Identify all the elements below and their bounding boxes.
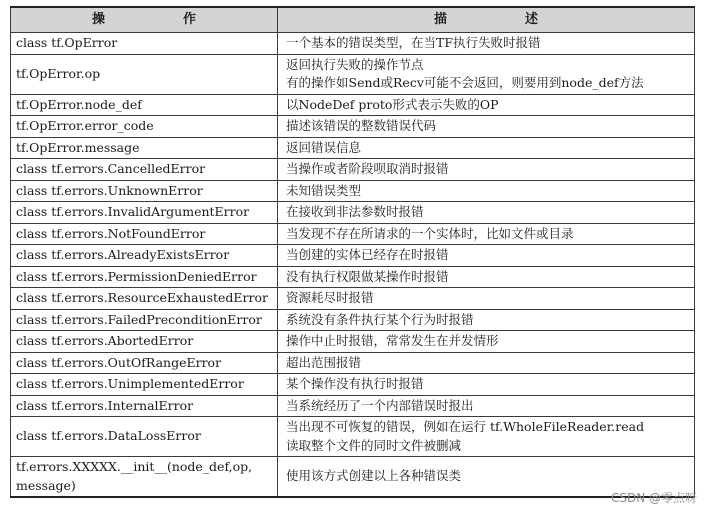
operation-cell <box>11 54 278 94</box>
operation-text: class tf.errors.UnimplementedError <box>16 376 244 391</box>
operation-text: class tf.errors.PermissionDeniedError <box>16 268 257 284</box>
operation-text: tf.OpError.op <box>16 65 101 81</box>
header-operation: 操 作 <box>11 7 278 33</box>
operation-cell <box>11 266 278 288</box>
operation-cell <box>11 352 278 374</box>
description-cell <box>278 331 695 353</box>
operation-cell <box>11 223 278 245</box>
header-description: 描 述 <box>278 7 695 33</box>
operation-text: class tf.errors.InvalidArgumentError <box>16 204 250 219</box>
table-row <box>11 266 695 288</box>
operation-text: class tf.OpError <box>16 35 118 50</box>
description-cell <box>278 352 695 374</box>
description-cell <box>278 266 695 288</box>
description-text: 有的操作如Send或Recv可能不会返回，则要用到node_def方法 <box>286 75 644 90</box>
operation-text: tf.OpError.message <box>16 139 140 155</box>
description-text: 当操作或者阶段呗取消时报错 <box>286 161 449 176</box>
table-row <box>11 417 695 457</box>
description-cell <box>278 54 695 94</box>
operation-text: tf.OpError.error_code <box>16 118 154 133</box>
table-body <box>11 33 695 498</box>
operation-cell <box>11 94 278 116</box>
operation-cell <box>11 331 278 353</box>
table-row <box>11 309 695 331</box>
operation-text: class tf.errors.CancelledError <box>16 161 206 176</box>
description-text: 返回执行失败的操作节点 <box>286 56 424 72</box>
description-cell <box>278 180 695 202</box>
description-text: 以NodeDef proto形式表示失败的OP <box>286 96 499 112</box>
description-text: 读取整个文件的同时文件被删减 <box>286 437 462 453</box>
table-row <box>11 245 695 267</box>
operation-text: class tf.errors.FailedPreconditionError <box>16 311 262 327</box>
table-row <box>11 116 695 138</box>
operation-text: class tf.errors.NotFoundError <box>16 225 206 241</box>
table-row <box>11 288 695 310</box>
operation-cell <box>11 202 278 224</box>
table-row <box>11 457 695 498</box>
description-text: 当系统经历了一个内部错误时报出 <box>286 397 474 413</box>
description-text: 超出范围报错 <box>286 354 362 370</box>
description-text: 当发现不存在所请求的一个实体时，比如文件或目录 <box>286 225 574 241</box>
description-text: 描述该错误的整数错误代码 <box>286 118 437 133</box>
table-row <box>11 33 695 55</box>
table-row <box>11 94 695 116</box>
errors-table <box>10 6 695 498</box>
operation-text: tf.OpError.node_def <box>16 96 142 112</box>
operation-cell <box>11 159 278 181</box>
operation-text: class tf.errors.AbortedError <box>16 333 194 348</box>
description-cell <box>278 116 695 138</box>
description-cell <box>278 137 695 159</box>
description-cell <box>278 223 695 245</box>
operation-cell <box>11 245 278 267</box>
description-text: 未知错误类型 <box>286 182 362 198</box>
description-cell <box>278 417 695 457</box>
description-cell <box>278 202 695 224</box>
operation-text: class tf.errors.OutOfRangeError <box>16 354 222 370</box>
description-cell <box>278 395 695 417</box>
table-row <box>11 223 695 245</box>
operation-text: class tf.errors.DataLossError <box>16 428 201 444</box>
watermark: CSDN @零点呀 <box>610 491 697 505</box>
operation-text: class tf.errors.ResourceExhaustedError <box>16 290 268 305</box>
header-row <box>11 7 695 33</box>
table-row <box>11 137 695 159</box>
operation-text: class tf.errors.InternalError <box>16 397 194 413</box>
description-text: 资源耗尽时报错 <box>286 290 374 305</box>
description-cell <box>278 309 695 331</box>
description-text: 返回错误信息 <box>286 139 362 155</box>
operation-cell <box>11 137 278 159</box>
operation-cell <box>11 457 278 498</box>
description-cell <box>278 288 695 310</box>
operation-cell <box>11 288 278 310</box>
table-row <box>11 331 695 353</box>
description-cell <box>278 94 695 116</box>
operation-cell <box>11 374 278 396</box>
description-cell <box>278 374 695 396</box>
description-text: 操作中止时报错，常常发生在并发情形 <box>286 333 499 348</box>
operation-cell <box>11 417 278 457</box>
description-text: 系统没有条件执行某个行为时报错 <box>286 311 474 327</box>
table-row <box>11 352 695 374</box>
operation-text: message) <box>16 477 76 493</box>
description-text: 当创建的实体已经存在时报错 <box>286 247 449 262</box>
description-text: 在接收到非法参数时报错 <box>286 204 424 219</box>
description-text: 没有执行权限做某操作时报错 <box>286 268 449 284</box>
description-cell <box>278 33 695 55</box>
table-row <box>11 159 695 181</box>
description-text: 使用该方式创建以上各种错误类 <box>286 468 462 484</box>
operation-text: class tf.errors.AlreadyExistsError <box>16 247 230 262</box>
description-text: 当出现不可恢复的错误，例如在运行 tf.WholeFileReader.read <box>286 419 645 434</box>
operation-text: tf.errors.XXXXX.__init__(node_def,op, <box>16 459 253 474</box>
table-row <box>11 374 695 396</box>
description-text: 一个基本的错误类型，在当TF执行失败时报错 <box>286 35 541 50</box>
operation-cell <box>11 395 278 417</box>
table-row <box>11 54 695 94</box>
table-row <box>11 180 695 202</box>
description-text: 某个操作没有执行时报错 <box>286 376 424 391</box>
operation-cell <box>11 33 278 55</box>
operation-cell <box>11 116 278 138</box>
table-row <box>11 395 695 417</box>
operation-cell <box>11 180 278 202</box>
table-row <box>11 202 695 224</box>
description-cell <box>278 159 695 181</box>
operation-cell <box>11 309 278 331</box>
operation-text: class tf.errors.UnknownError <box>16 182 203 198</box>
description-cell <box>278 245 695 267</box>
